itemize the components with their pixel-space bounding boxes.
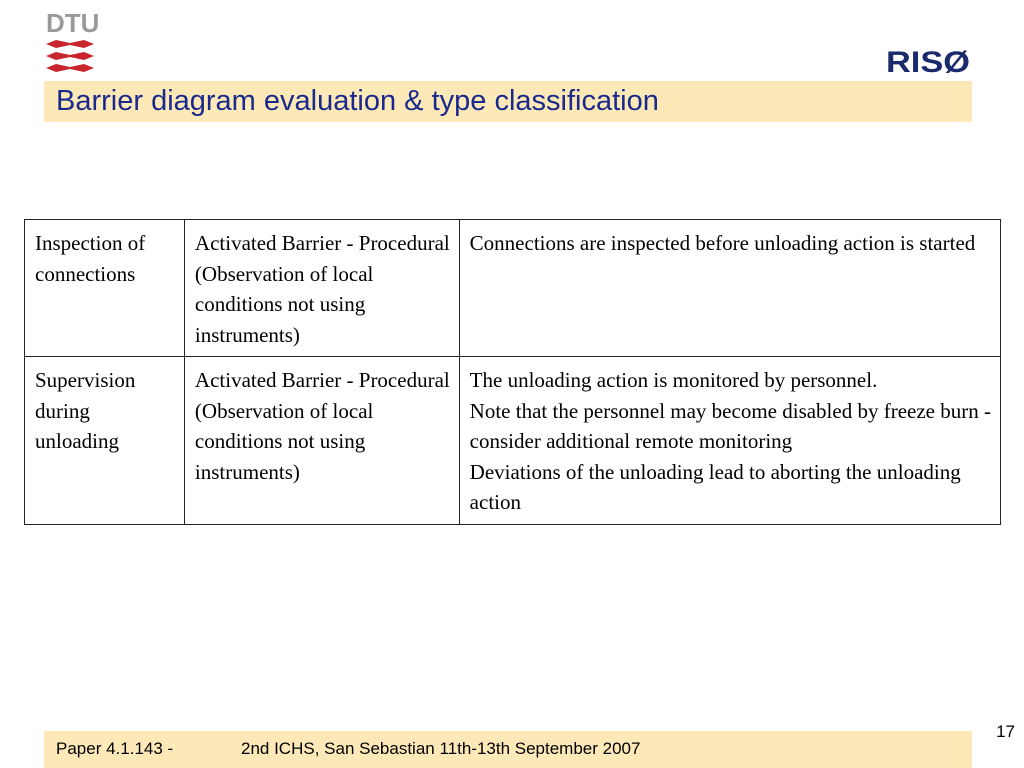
footer-paper-reference: Paper 4.1.143 - [56,739,174,758]
dtu-logo-icon [46,8,100,78]
barrier-description-cell [459,220,1000,357]
barrier-type-cell: Activated Barrier - Procedural (Observation of local conditions not using instruments) [184,357,459,525]
barrier-description-cell [459,357,1000,525]
page-title: Barrier diagram evaluation & type classification [56,85,659,117]
footer-bar [44,731,972,768]
barrier-name-cell: Supervision during unloading [25,357,185,525]
barrier-type-cell: Activated Barrier - Procedural (Observation of local conditions not using instruments) [184,220,459,357]
table-row [25,220,1001,357]
page-number: 17 [996,722,1015,741]
description-line: Deviations of the unloading lead to aborting the unloading action [469,459,961,514]
riso-logo-text: RISØ [886,46,970,79]
description-line: Connections are inspected before unloading action is started [469,231,976,255]
riso-logo [886,44,972,79]
description-line: The unloading action is monitored by personnel. [469,368,878,392]
dtu-logo-text: DTU [46,8,100,38]
barrier-name-cell: Inspection of connections [25,220,185,357]
footer-conference: 2nd ICHS, San Sebastian 11th-13th September 2007 [241,739,641,758]
barrier-table [24,219,1001,525]
title-bar [44,81,972,122]
table-row [25,357,1001,525]
description-line: Note that the personnel may become disabled by freeze burn - consider additional remote monitoring [469,398,991,453]
